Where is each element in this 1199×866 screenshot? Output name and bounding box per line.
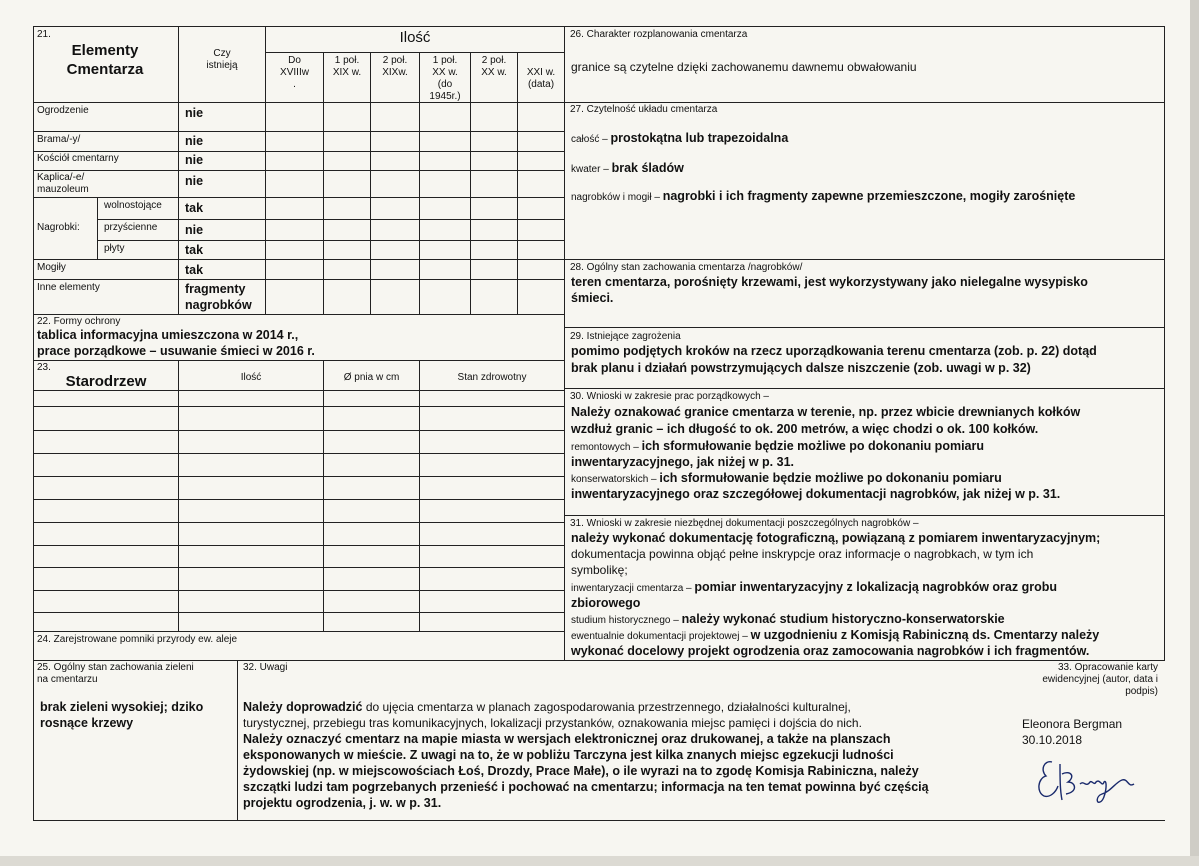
row-label-ogrodzenie: Ogrodzenie	[37, 105, 89, 116]
col-header-text: 2 poł.	[481, 55, 507, 66]
row-label-wolnostojace: wolnostojące	[104, 200, 162, 211]
col-header-text: 1 poł.	[432, 55, 458, 66]
frame-right	[1164, 26, 1165, 660]
s25-label-1: 25. Ogólny stan zachowania zieleni	[37, 662, 194, 673]
s23-line	[33, 476, 564, 477]
frame-top	[33, 26, 1165, 27]
s23-line	[33, 522, 564, 523]
s33-label-1: 33. Opracowanie karty	[1057, 662, 1158, 673]
row-label-kosciol: Kościół cmentarny	[37, 153, 119, 164]
s30-line-5	[571, 470, 1002, 486]
s21-line	[33, 279, 564, 280]
scan-edge-right	[1190, 0, 1199, 866]
row-value-przyscienne: nie	[185, 223, 204, 237]
s27-calosc-label: całość –	[571, 134, 608, 145]
s22-label: 22. Formy ochrony	[37, 316, 121, 327]
s27-calosc-value: prostokątna lub trapezoidalna	[610, 131, 789, 145]
s28-label: 28. Ogólny stan zachowania cmentarza /nagrobków/	[570, 262, 803, 273]
s30-bottom	[564, 515, 1164, 516]
row-label-przyscienne: przyścienne	[104, 222, 158, 233]
s28-line-2: śmieci.	[571, 291, 614, 305]
s31-line-4	[571, 579, 1057, 595]
s21-line	[323, 52, 324, 314]
s32-lead: Należy doprowadzić	[243, 700, 363, 714]
czy-line-2: istnieją	[206, 60, 238, 71]
col-header-text: XIXw.	[382, 67, 408, 78]
s21-title-1: Elementy	[71, 42, 139, 59]
s21-line	[33, 170, 564, 171]
s23-line	[33, 430, 564, 431]
s27-kwater-value: brak śladów	[611, 161, 684, 175]
s27-kwater-label: kwater –	[571, 164, 609, 175]
s21-line	[33, 131, 564, 132]
row-value-inne-2: nagrobków	[185, 298, 252, 312]
s23-line	[33, 406, 564, 407]
col-header-2	[324, 55, 370, 79]
s26-value: granice są czytelne dzięki zachowanemu dawnemu obwałowaniu	[571, 60, 917, 74]
col-header-text: 1945r.)	[429, 91, 461, 102]
s29-bottom	[564, 388, 1164, 389]
s25-top	[33, 660, 1165, 661]
row-label-kaplica: Kaplica/-e/	[37, 172, 85, 183]
s25-value-1: brak zieleni wysokiej; dziko	[40, 700, 204, 714]
s28-line-1: teren cmentarza, porośnięty krzewami, jest wykorzystywany jako nielegalne wysypisko	[571, 275, 1088, 289]
czy-istnieja-header	[180, 48, 264, 72]
s31-line-7	[571, 627, 1099, 643]
col-header-text: 1 poł.	[334, 55, 360, 66]
s31-line-3: symbolikę;	[571, 563, 628, 577]
s23-line	[33, 499, 564, 500]
col-header-text: XVIIIw	[280, 67, 309, 78]
s23-line	[33, 567, 564, 568]
s31-line-5: zbiorowego	[571, 596, 641, 610]
s33-label-2: ewidencyjnej (autor, data i	[1042, 674, 1158, 685]
s27-row-nagrobkow	[571, 188, 1075, 204]
s28-bottom	[564, 327, 1164, 328]
s23-title: Starodrzew	[65, 373, 147, 390]
s25-divider	[237, 660, 238, 820]
s30-line-6: inwentaryzacyjnego oraz szczegółowej dokumentacji nagrobków, jak niżej w p. 31.	[571, 487, 1061, 501]
row-label-mauzoleum: mauzoleum	[37, 184, 89, 195]
s31-line-6	[571, 611, 1005, 627]
s29-line-2: brak planu i działań powstrzymujących dalsze niszczenie (zob. uwagi w p. 32)	[571, 361, 1031, 375]
s32-line-3: Należy oznaczyć cmentarz na mapie miasta w wersjach elektronicznej oraz drukowanej, a także na planszach	[243, 732, 891, 746]
s21-line	[97, 240, 564, 241]
s21-line	[33, 151, 564, 152]
nagrobki-label: Nagrobki:	[37, 222, 80, 233]
s23-line	[33, 590, 564, 591]
s31-inwentaryzacji-label: inwentaryzacji cmentarza –	[571, 583, 692, 594]
col-header-text: XX w.	[432, 67, 458, 78]
s21-line	[97, 219, 564, 220]
col-header-4	[420, 55, 470, 103]
row-value-mogily: tak	[185, 263, 204, 277]
s29-label: 29. Istniejące zagrożenia	[570, 331, 681, 342]
s27-row-kwater	[571, 160, 684, 176]
s31-line-2: dokumentacja powinna objąć pełne inskrypcje oraz informacje o nagrobkach, w tym ich	[571, 547, 1034, 561]
s23-col-ilosc: Ilość	[240, 372, 262, 383]
s30-remontowych-value: ich sformułowanie będzie możliwe po dokonaniu pomiaru	[641, 439, 984, 453]
col-header-5	[471, 55, 517, 79]
ilosc-header: Ilość	[399, 29, 431, 46]
s31-label: 31. Wnioski w zakresie niezbędnej dokumentacji poszczególnych nagrobków –	[570, 518, 919, 529]
s21-line	[97, 197, 98, 259]
s21-line	[265, 52, 564, 53]
row-value-ogrodzenie: nie	[185, 106, 204, 120]
s22-line-2: prace porządkowe – usuwanie śmieci w 2016 r.	[37, 344, 315, 358]
s23-line	[33, 631, 564, 632]
scan-edge-bottom	[0, 856, 1199, 866]
s25-label-2: na cmentarzu	[37, 674, 98, 685]
row-value-kosciol: nie	[185, 153, 204, 167]
s32-label: 32. Uwagi	[243, 662, 288, 673]
s31-studium-value: należy wykonać studium historyczno-konserwatorskie	[681, 612, 1005, 626]
s30-remontowych-label: remontowych –	[571, 442, 639, 453]
s23-number: 23.	[37, 362, 51, 373]
s30-label: 30. Wnioski w zakresie prac porządkowych –	[570, 391, 769, 402]
col-header-text: XXI w.	[526, 67, 556, 78]
s32-line-7: projektu ogrodzenia, j. w. w p. 31.	[243, 796, 442, 810]
row-label-brama: Brama/-y/	[37, 134, 81, 145]
s30-konserwatorskich-value: ich sformułowanie będzie możliwe po dokonaniu pomiaru	[659, 471, 1002, 485]
s26-bottom	[564, 102, 1164, 103]
s27-label: 27. Czytelność układu cmentarza	[570, 104, 718, 115]
s23-line	[33, 545, 564, 546]
col-header-text: (data)	[527, 79, 555, 90]
s33-label	[1000, 662, 1158, 698]
s23-line	[33, 612, 564, 613]
s33-date: 30.10.2018	[1022, 733, 1083, 747]
s32-line-1	[243, 699, 851, 715]
s24-label: 24. Zarejstrowane pomniki przyrody ew. aleje	[37, 634, 238, 645]
frame-left	[33, 26, 34, 820]
column-divider	[564, 26, 565, 660]
row-value-plyty: tak	[185, 243, 204, 257]
s21-line	[33, 197, 564, 198]
s21-line	[470, 52, 471, 314]
s30-line-1: Należy oznakować granice cmentarza w terenie, np. przez wbicie drewnianych kołków	[571, 405, 1081, 419]
col-header-1	[266, 55, 323, 91]
col-header-text: Do	[288, 55, 301, 66]
s21-title-2: Cmentarza	[66, 61, 144, 78]
col-header-text: XX w.	[481, 67, 507, 78]
s33-label-3: podpis)	[1125, 686, 1158, 697]
s31-inwentaryzacji-value: pomiar inwentaryzacyjny z lokalizacją nagrobków oraz grobu	[694, 580, 1057, 594]
signature-image	[1030, 752, 1150, 812]
s26-label: 26. Charakter rozplanowania cmentarza	[570, 29, 748, 40]
col-header-3	[371, 55, 419, 79]
s31-line-1: należy wykonać dokumentację fotograficzną, powiązaną z pomiarem inwentaryzacyjnym;	[571, 531, 1101, 545]
s31-projektowej-label: ewentualnie dokumentacji projektowej –	[571, 631, 748, 642]
col-header-6	[518, 67, 564, 91]
col-header-text: 2 poł.	[382, 55, 408, 66]
s32-line-5: żydowskiej (np. w miejscowościach Łoś, Drozdy, Prace Małe), o ile wyrazi na to zgodę Komisja Rabiniczna, należy	[243, 764, 919, 778]
s22-line-1: tablica informacyjna umieszczona w 2014 r.,	[37, 328, 299, 342]
s27-row-calosc	[571, 130, 788, 146]
s30-line-4: inwentaryzacyjnego, jak niżej w p. 31.	[571, 455, 794, 469]
s29-line-1: pomimo podjętych kroków na rzecz uporządkowania terenu cmentarza (zob. p. 22) dotąd	[571, 344, 1097, 358]
s21-line	[370, 52, 371, 314]
s21-line	[33, 314, 564, 315]
s30-konserwatorskich-label: konserwatorskich –	[571, 474, 657, 485]
s27-nagrobkow-label: nagrobków i mogił –	[571, 192, 660, 203]
s30-line-3	[571, 438, 984, 454]
s31-studium-label: studium historycznego –	[571, 615, 679, 626]
s32-line-2: turystycznej, przebiegu tras komunikacyjnych, lokalizacji przystanków, oznakowania miejsc pamięci i dojścia do nich.	[243, 716, 862, 730]
s23-line	[33, 453, 564, 454]
s21-line	[33, 259, 564, 260]
s32-line-4: eksponowanych w mieście. Z uwagi na to, że w pobliżu Tarczyna jest kilka znanych miejsc egzekucji ludności	[243, 748, 894, 762]
czy-line-1: Czy	[213, 48, 231, 59]
s21-line	[33, 102, 564, 103]
s31-line-8: wykonać docelowy projekt ogrodzenia oraz zamocowania nagrobków i ich fragmentów.	[571, 644, 1090, 658]
s25-value-2: rosnące krzewy	[40, 716, 134, 730]
row-value-kaplica: nie	[185, 174, 204, 188]
col-header-text: .	[293, 79, 296, 90]
row-value-inne-1: fragmenty	[185, 282, 246, 296]
s27-nagrobkow-value: nagrobki i ich fragmenty zapewne przemieszczone, mogiły zarośnięte	[662, 189, 1076, 203]
s32-line-1-rest: do ujęcia cmentarza w planach zagospodarowania przestrzennego, działalności kulturalnej,	[365, 700, 851, 714]
s22-bottom	[33, 360, 564, 361]
row-label-plyty: płyty	[104, 243, 125, 254]
s32-line-6: szczątki ludzi tam pogrzebanych przenieść i pochować na cmentarzu; informacja na ten temat powinna być częścią	[243, 780, 929, 794]
row-label-inne: Inne elementy	[37, 282, 100, 293]
col-header-text: XIX w.	[332, 67, 362, 78]
col-header-text: (do	[437, 79, 453, 90]
row-value-wolnostojace: tak	[185, 201, 204, 215]
s30-line-2: wzdłuż granic – ich długość to ok. 200 metrów, a więc chodzi o ok. 100 kołków.	[571, 422, 1039, 436]
s31-projektowej-value: w uzgodnieniu z Komisją Rabiniczną ds. Cmentarzy należy	[750, 628, 1100, 642]
s27-bottom	[564, 259, 1164, 260]
row-value-brama: nie	[185, 134, 204, 148]
s21-number: 21.	[37, 29, 51, 40]
s21-line	[517, 52, 518, 314]
s23-col-stan: Stan zdrowotny	[457, 372, 527, 383]
s23-col-pien: Ø pnia w cm	[343, 372, 400, 383]
frame-bottom	[33, 820, 1165, 821]
row-label-mogily: Mogiły	[37, 262, 66, 273]
s33-author: Eleonora Bergman	[1022, 717, 1123, 731]
